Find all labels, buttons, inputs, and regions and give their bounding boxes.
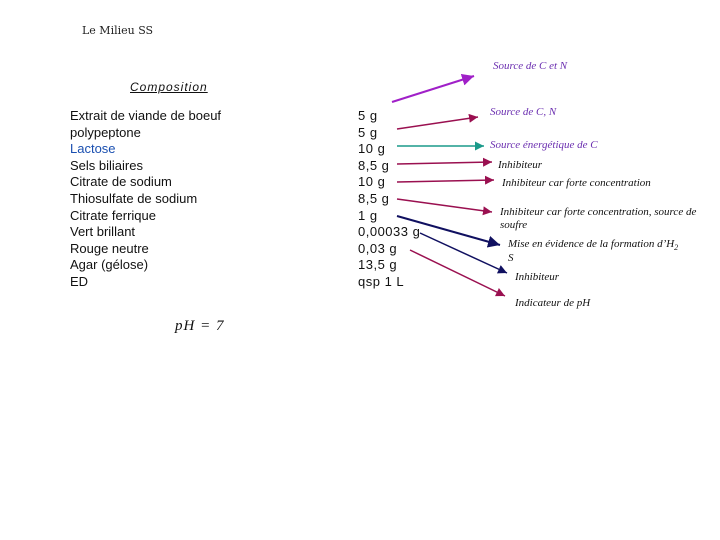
ingredient-name: ED [70, 273, 89, 289]
ingredient-amount: 8,5 g [358, 190, 390, 206]
annotation-source-cn: Source de C, N [490, 106, 557, 118]
composition-title: Composition [130, 80, 208, 94]
annotation-inhibitor-sulfur: Inhibiteur car forte concentration, source de soufre [500, 206, 697, 231]
arrow-neutral-red [410, 250, 505, 296]
annotation-inhibitor-concentration: Inhibiteur car forte concentration [502, 177, 651, 189]
arrow-sodium-citrate [397, 180, 494, 182]
ingredient-amount: 0,03 g [358, 240, 398, 256]
ingredient-name: polypeptone [70, 124, 141, 140]
ingredient-name: Citrate ferrique [70, 207, 156, 223]
page-title: Le Milieu SS [82, 24, 154, 37]
annotation-h2s-subscript: 2 [674, 243, 679, 253]
annotation-h2s-s: S [508, 252, 514, 264]
ingredient-name: Rouge neutre [70, 240, 149, 256]
ingredient-amount: qsp 1 L [358, 273, 405, 289]
ingredient-name: Citrate de sodium [70, 174, 172, 190]
ingredient-amount: 5 g [358, 124, 378, 140]
arrow-ferric-citrate [397, 216, 500, 245]
ingredient-amount: 1 g [358, 207, 378, 223]
arrow-thiosulfate [397, 199, 492, 212]
annotation-ph-indicator: Indicateur de pH [515, 297, 591, 309]
annotation-inhibitor: Inhibiteur [498, 159, 542, 171]
ingredient-amount: 0,00033 g [358, 224, 421, 240]
ingredient-name: Thiosulfate de sodium [70, 190, 198, 206]
ingredient-amount: 8,5 g [358, 157, 390, 173]
annotation-h2s [508, 238, 678, 252]
ingredient-name: Sels biliaires [70, 157, 143, 173]
ingredient-name: Extrait de viande de boeuf [70, 108, 222, 123]
annotation-energy-source: Source énergétique de C [490, 139, 598, 151]
ingredient-amount: 13,5 g [358, 257, 398, 273]
ingredient-amount: 5 g [358, 108, 378, 123]
annotation-h2s-text: Mise en évidence de la formation d’H [508, 238, 675, 250]
arrow-polypeptone [397, 117, 478, 129]
ingredient-name: Agar (gélose) [70, 257, 149, 273]
ingredient-name: Vert brillant [70, 224, 136, 240]
annotation-source-c-n: Source de C et N [493, 60, 568, 72]
arrow-bile-salts [397, 162, 492, 164]
annotation-inhibitor-2: Inhibiteur [515, 271, 559, 283]
ingredient-amount: 10 g [358, 141, 386, 157]
ph-value: pH = 7 [175, 318, 225, 334]
ingredient-amount: 10 g [358, 174, 386, 190]
ingredient-name: Lactose [70, 141, 116, 157]
arrow-meat-extract [392, 76, 474, 102]
arrow-brilliant-green [420, 233, 507, 273]
